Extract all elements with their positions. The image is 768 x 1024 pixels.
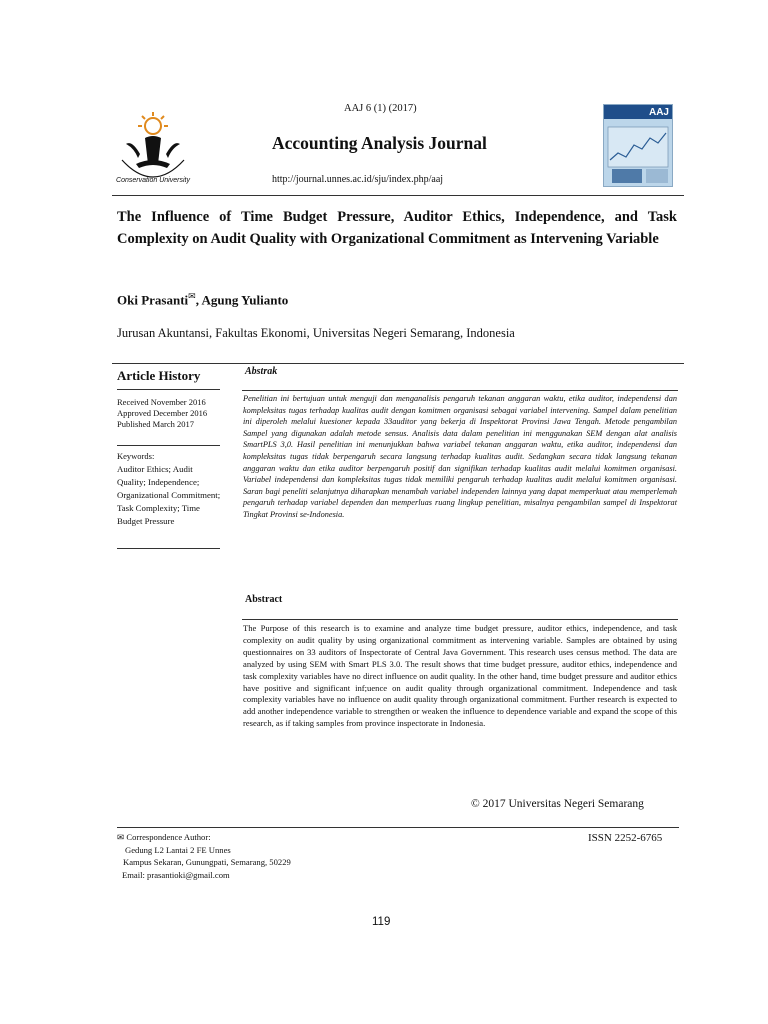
sidebar-rule xyxy=(117,445,220,446)
abstrak-text: Penelitian ini bertujuan untuk menguji dan menganalisis pengaruh tekanan anggaran waktu, etika auditor, independensi dan kompleksitas tugas terhadap kualitas audit dengan komitmen organisasi sebagai variabel intervening. Sampel dalam penelitian ini diperoleh melalui kuesioner kepada 33auditor yang bekerja di Inspektorat Provinsi Jawa Tengah. Metode pengambilan Sampel yang digunakan adalah metode sensus. Analisis data dalam penelitian ini menggunakan SEM dengan alat analisis SmartPLS 3,0. Hasil penelitian ini menunjukkan bahwa variabel tekanan anggaran waktu, etika auditor, independensi dan kompleksitas tugas tidak berpengaruh secara langsung terhadap kualitas audit. Sedangkan secara tidak langsung tekanan anggaran waktu dan etika auditor berpengaruh positif dan signifikan terhadap kualitas audit melalui komitmen organisasi. Variabel independensi dan kompleksitas tugas tidak memiliki pengaruh terhadap kualitas audit melalui komitmen organisasi. Saran bagi peneliti selanjutnya diharapkan menambah variabel independen lainnya yang dapat memperkuat atau memperlemah pengaruh terhadap variabel dependen dan memperluas ruang lingkup penelitian, misalnya pengambilan sampel di Inspektorat Tingkat Provinsi se-Indonesia. xyxy=(243,394,677,519)
page-number: 119 xyxy=(372,916,391,928)
journal-issue: AAJ 6 (1) (2017) xyxy=(344,103,417,114)
sidebar-rule xyxy=(117,548,220,549)
abstract-text: The Purpose of this research is to examine and analyze time budget pressure, auditor ethics, independence, and task complexity on audit quality by using organizational commitment as intervening variable. Samples are obtained by using questionnaires on 33 auditors of Inspectorate of Central Java Government. This research uses census method. The data are analyzed by using SEM with Smart PLS 3.0. The result shows that time budget pressure, auditor ethics, independence and task complexity variables have no direct influence on audit quality. In the other hand, time budget pressure and auditor ethics have positive and significant inf;uence on audit quality through organizational commitment. Independence and task complexity variables have no influence on audit quality through organizational commitment. Further research is expected to add another independence variable to strengthen or weaken the influence to dependence variable and expand the scope of this research, as if taking samples from province inspectorate in Indonesia. xyxy=(243,623,677,729)
correspondence-block xyxy=(117,831,291,881)
correspondence-address-line: Gedung L2 Lantai 2 FE Unnes xyxy=(125,844,231,855)
co-author: , Agung Yulianto xyxy=(195,292,289,308)
abstract-rule xyxy=(242,619,678,620)
footer-divider xyxy=(117,827,679,828)
issn-number: ISSN 2252-6765 xyxy=(588,832,663,844)
abstrak-heading: Abstrak xyxy=(245,366,278,377)
approved-date: Approved December 2016 xyxy=(117,408,208,418)
svg-text:Conservation University: Conservation University xyxy=(116,177,190,184)
correspondence-email[interactable]: Email: prasantioki@gmail.com xyxy=(122,869,230,880)
abstract-heading: Abstract xyxy=(245,594,283,605)
article-history-dates xyxy=(117,397,207,430)
sidebar-rule xyxy=(117,389,220,390)
received-date: Received November 2016 xyxy=(117,397,206,407)
keywords-label: Keywords: xyxy=(117,451,155,461)
published-date: Published March 2017 xyxy=(117,419,194,429)
mail-icon: ✉ xyxy=(188,291,196,301)
correspondence-label: ✉ Correspondence Author: xyxy=(117,832,211,842)
corresponding-author: Oki Prasanti xyxy=(117,292,189,308)
article-authors xyxy=(117,291,288,308)
copyright-notice: © 2017 Universitas Negeri Semarang xyxy=(471,798,644,810)
cover-label: AAJ xyxy=(648,107,669,118)
correspondence-address-line: Kampus Sekaran, Gunungpati, Semarang, 50229 xyxy=(123,857,291,867)
abstrak-rule xyxy=(242,390,678,391)
author-affiliation: Jurusan Akuntansi, Fakultas Ekonomi, Universitas Negeri Semarang, Indonesia xyxy=(117,326,515,340)
article-history-heading: Article History xyxy=(117,368,201,383)
journal-cover-image xyxy=(603,104,673,187)
article-title: The Influence of Time Budget Pressure, Auditor Ethics, Independence, and Task Complexity on Audit Quality with Organizational Commitment as Intervening Variable xyxy=(117,209,677,247)
journal-url[interactable]: http://journal.unnes.ac.id/sju/index.php/aaj xyxy=(272,174,444,185)
keywords-list: Auditor Ethics; Audit Quality; Independence; Organizational Commitment; Task Complexity; Time Budget Pressure xyxy=(117,464,221,526)
section-divider xyxy=(112,363,684,364)
university-logo xyxy=(112,108,194,188)
journal-title: Accounting Analysis Journal xyxy=(272,133,487,153)
header-divider xyxy=(112,195,684,196)
